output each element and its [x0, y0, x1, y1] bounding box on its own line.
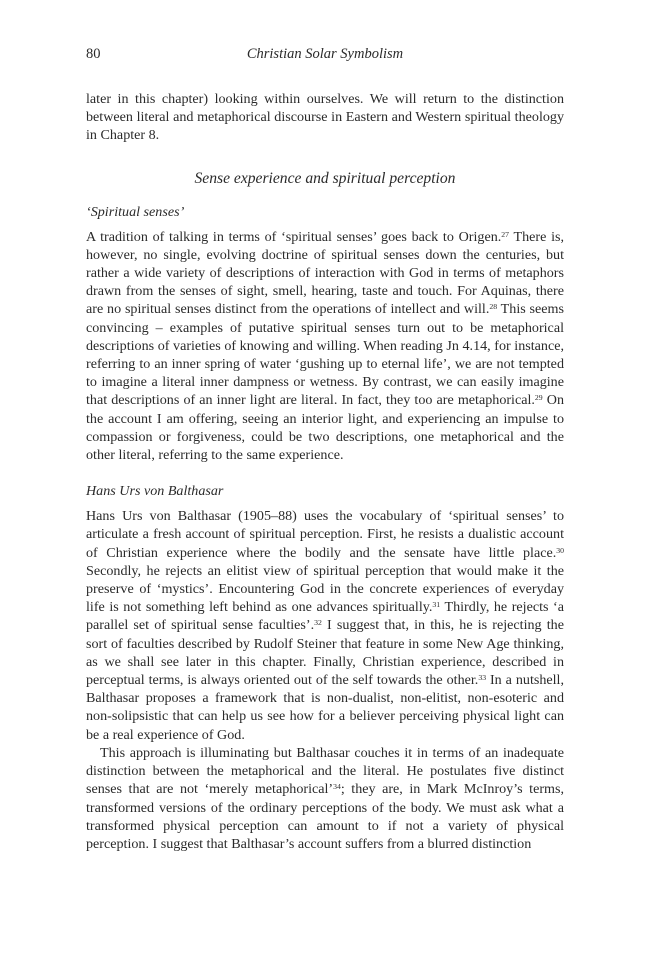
page-number: 80 — [86, 46, 101, 62]
text-run: A tradition of talking in terms of ‘spiritual senses’ goes back to Origen. — [86, 228, 502, 245]
body-text — [86, 90, 564, 853]
footnote-ref-30: 30 — [556, 545, 564, 555]
footnote-ref-27: 27 — [501, 229, 510, 239]
footnote-ref-33: 33 — [478, 672, 487, 682]
footnote-ref-34: 34 — [333, 782, 341, 792]
section-heading: Sense experience and spiritual perception — [194, 169, 456, 187]
intro-paragraph: later in this chapter) looking within ourselves. We will return to the distinction between literal and metaphorical discourse in Eastern and Western spiritual theology in Chapter 8. — [86, 91, 564, 144]
running-title: Christian Solar Symbolism — [246, 46, 404, 62]
paragraph-spiritual-senses — [86, 228, 564, 465]
text-run: This seems convincing – examples of putative spiritual senses turn out to be metaphorical descriptions of varieties of knowing and willing. When reading Jn 4.14, for instance, referring to an inner spring of water ‘gushing up to eternal life’, we are not tempted to imagine a literal inner dampness or wetness. By contrast, we can easily imagine that descriptions of an inner light are literal. In fact, they too are metaphorical. — [86, 301, 564, 409]
book-page — [86, 0, 564, 975]
text-run: This approach is illuminating but Balthasar couches it in terms of an inadequate distinction between the metaphorical and the literal. He postulates five distinct senses that are not ‘merely metaphorical’ — [86, 744, 564, 798]
running-head — [86, 46, 564, 66]
text-run: In a nutshell, Balthasar proposes a framework that is non-dualist, non-elitist, non-esoteric and non-solipsistic that can help us see how for a believer perceiving physical light can be a real experience of God. — [86, 672, 564, 743]
text-run: Hans Urs von Balthasar (1905–88) uses the vocabulary of ‘spiritual senses’ to articulate a fresh account of spiritual perception. First, he resists a dualistic account of Christian experience where the bodily and the sensate have little place. — [86, 508, 564, 561]
paragraph-balthasar — [86, 507, 564, 744]
subheading-spiritual-senses: ‘Spiritual senses’ — [86, 203, 185, 220]
footnote-ref-32: 32 — [314, 618, 322, 628]
text-run: ; they are, in Mark McInroy’s terms, transformed versions of the ordinary perceptions of the body. We must ask what a transformed physical perception can amount to if not a variety of physical perception. I suggest that Balthasar’s account suffers from a blurred distinction — [86, 781, 564, 852]
footnote-ref-31: 31 — [432, 600, 441, 610]
footnote-ref-29: 29 — [534, 393, 543, 403]
footnote-ref-28: 28 — [489, 302, 498, 312]
text-run: Thirdly, he rejects ‘a parallel set of spiritual sense faculties’. — [86, 599, 564, 634]
paragraph-approach — [86, 744, 564, 853]
subheading-balthasar: Hans Urs von Balthasar — [86, 483, 224, 500]
text-run: Secondly, he rejects an elitist view of spiritual perception that would make it the preserve of ‘mystics’. Encountering God in the concrete experiences of everyday life is not something left behind as one advances spiritually. — [86, 562, 564, 616]
text-run: I suggest that, in this, he is rejecting the sort of faculties described by Rudolf Steiner that feature in some New Age thinking, as we shall see later in this chapter. Finally, Christian experience, described in perceptual terms, is always oriented out of the self towards the other. — [86, 617, 564, 689]
text-run: On the account I am offering, seeing an interior light, and experiencing an impulse to compassion or forgiveness, could be two descriptions, one metaphorical and the other literal, referring to the same experience. — [86, 392, 564, 464]
text-run: There is, however, no single, evolving doctrine of spiritual senses down the centuries, but rather a wide variety of descriptions of interaction with God in terms of metaphors drawn from the senses of sight, smell, hearing, taste and touch. For Aquinas, there are no spiritual senses distinct from the operations of intellect and will. — [86, 228, 564, 318]
